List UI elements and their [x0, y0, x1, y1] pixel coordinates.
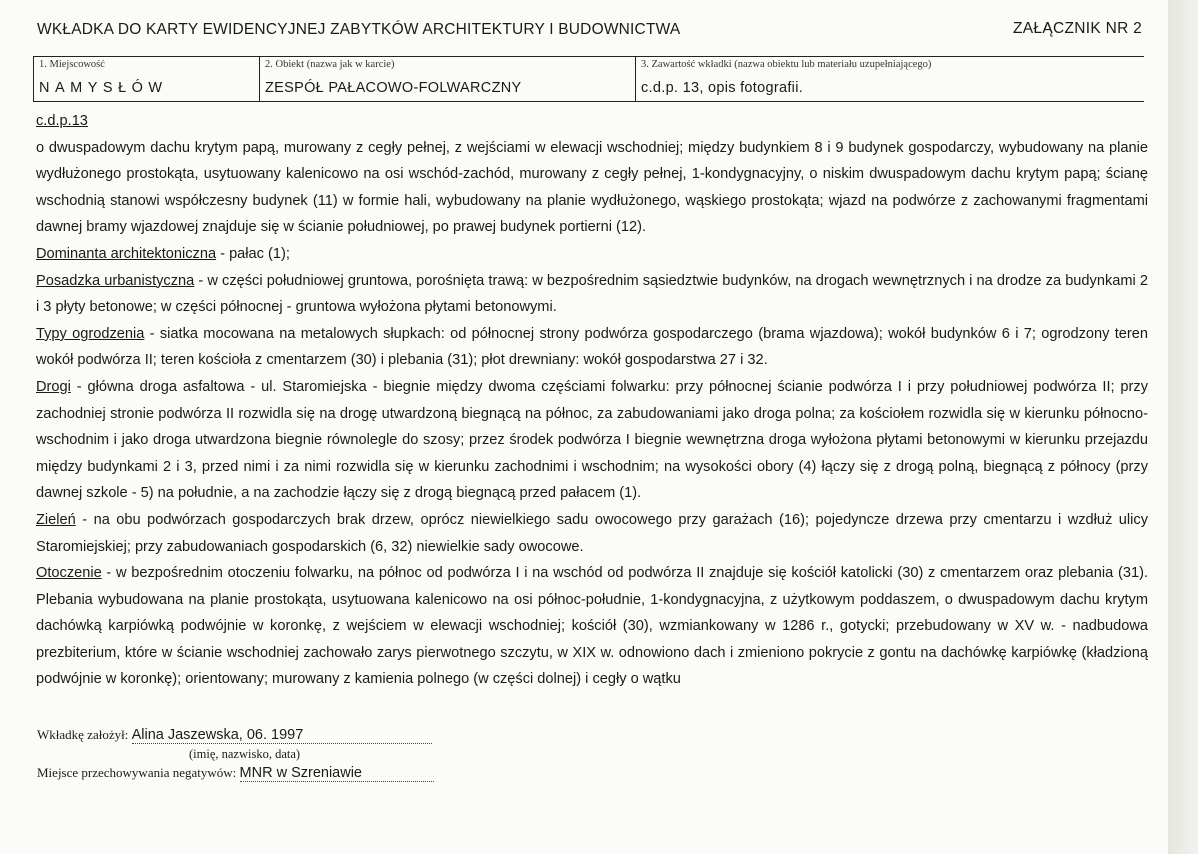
- place-cell: [34, 57, 260, 102]
- object-label: 2. Obiekt (nazwa jak w karcie): [265, 59, 395, 70]
- description-body: [36, 108, 1148, 693]
- continuation-ref: c.d.p.13: [36, 113, 88, 129]
- author-label: Wkładkę założył:: [37, 727, 129, 742]
- paragraph-dominant: [36, 241, 1148, 268]
- author-value: Alina Jaszewska, 06. 1997: [132, 727, 432, 744]
- author-hint: (imię, nazwisko, data): [189, 747, 301, 761]
- text-roads: - główna droga asfaltowa - ul. Staromiejska - biegnie między dwoma częściami folwarku: przy północnej ścianie podwórza I i przy południowej podwórza II; przy zachodniej stronie podwórza II rozwidla się na drogę utwardzoną biegnącą na północ, za zabudowaniami jako droga polna; za kościołem rozwidla się w kierunku północno-wschodnim i jako droga utwardzona biegnie równolegle do szosy; przez środek podwórza I biegnie wewnętrzna droga wyłożona płytami betonowymi w kierunku przejazdu między budynkami 2 i 3, przed nimi i za nimi rozwidla się w kierunku zachodnimi i wschodnim; na wysokości obory (4) łączy się z drogą polną, biegnącą z północy (przy dawnej szkole - 5) na południe, a na zachodzie łączy się z drogą biegnącą przed pałacem (1).: [36, 378, 1148, 502]
- text-pavement: - w części południowej gruntowa, porośnięta trawą: w bezpośrednim sąsiedztwie budynków, na drogach wewnętrznych i na drodze za budynkami 2 i 3 płyty betonowe; w części północnej - gruntowa wyłożona płytami betonowymi.: [36, 272, 1149, 316]
- header-fields-table: [33, 56, 1144, 102]
- text-greenery: - na obu podwórzach gospodarczych brak drzew, oprócz niewielkiego sadu owocowego przy garażach (16); pojedyncze drzewa przy cmentarzu i wzdłuż ulicy Staromiejskiej; przy zabudowaniach gospodarskich (6, 32) niewielkie sady owocowe.: [36, 511, 1148, 555]
- paragraph-roads: [36, 374, 1148, 507]
- place-label: 1. Miejscowość: [39, 59, 105, 70]
- heading-pavement: Posadzka urbanistyczna: [36, 272, 195, 289]
- storage-row: [37, 765, 434, 782]
- place-value: NAMYSŁÓW: [39, 80, 168, 96]
- text-fences: - siatka mocowana na metalowych słupkach: od północnej strony podwórza gospodarczego (brama wjazdowa); wokół budynków 6 i 7; ogrodzony teren wokół podwórza II; teren kościoła z cmentarzem (30) i plebania (31); płot drewniany: wokół gospodarstwa 27 i 32.: [36, 325, 1148, 369]
- storage-label: Miejsce przechowywania negatywów:: [37, 765, 237, 780]
- paragraph-pavement: [36, 268, 1148, 321]
- heading-roads: Drogi: [36, 378, 71, 395]
- object-cell: [260, 57, 636, 102]
- paragraph-buildings: o dwuspadowym dachu krytym papą, murowany z cegły pełnej, z wejściami w elewacji wschodniej; między budynkiem 8 i 9 budynek gospodarczy, wybudowany na planie wydłużonego prostokąta, usytuowany kalenicowo na osi wschód-zachód, murowany z cegły pełnej, 1-kondygnacyjny, o niskim dwuspadowym dachu krytym papą; ścianę wschodnią stanowi współczesny budynek (11) w formie hali, wybudowany na planie wydłużonego, wąskiego prostokąta; wjazd na podwórze z zachowanymi fragmentami dawnej bramy wjazdowej znajduje się w ścianie południowej, po prawej budynek portierni (12).: [36, 139, 1148, 236]
- content-value: c.d.p. 13, opis fotografii.: [641, 80, 804, 96]
- object-value: ZESPÓŁ PAŁACOWO-FOLWARCZNY: [265, 80, 522, 96]
- text-surroundings: - w bezpośrednim otoczeniu folwarku, na północ od podwórza I i na wschód od podwórza II znajduje się kościół katolicki (30) z cmentarzem oraz plebania (31). Plebania wybudowana na planie prostokąta, usytuowana kalenicowo na osi północ-południe, 1-kondygnacyjna, z użytkowym poddaszem, o dwuspadowym dachu krytym dachówką karpiówką podwójnie w koronkę, z wejściem w elewacji wschodniej; kościół (30), wzmiankowany w 1286 r., gotycki; przebudowany w XV w. - nadbudowa prezbiterium, które w ścianie wschodniej zachowało zarys pierwotnego szczytu, w XIX w. odnowiono dach i zmieniono pokrycie z gontu na dachówkę karpiówkę (kładzioną podwójnie w koronkę); orientowany; murowany z kamienia polnego (w części dolnej) i cegły o wątku: [36, 565, 1148, 688]
- paper-edge: [1168, 0, 1198, 854]
- heading-fences: Typy ogrodzenia: [36, 325, 145, 342]
- author-row: [37, 727, 432, 744]
- paragraph-greenery: [36, 507, 1148, 560]
- attachment-number: ZAŁĄCZNIK NR 2: [1013, 20, 1143, 37]
- text-dominant: - pałac (1);: [216, 245, 290, 262]
- heading-surroundings: Otoczenie: [36, 565, 102, 582]
- content-label: 3. Zawartość wkładki (nazwa obiektu lub materiału uzupełniającego): [641, 59, 932, 70]
- continuation-heading: [36, 108, 1148, 135]
- storage-value: MNR w Szreniawie: [240, 765, 434, 782]
- heading-dominant: Dominanta architektoniczna: [36, 245, 217, 262]
- content-cell: [636, 57, 1144, 102]
- paragraph-surroundings: [36, 560, 1148, 693]
- paragraph-fences: [36, 321, 1148, 374]
- document-title: WKŁADKA DO KARTY EWIDENCYJNEJ ZABYTKÓW ARCHITEKTURY I BUDOWNICTWA: [37, 21, 681, 38]
- heading-greenery: Zieleń: [36, 511, 76, 528]
